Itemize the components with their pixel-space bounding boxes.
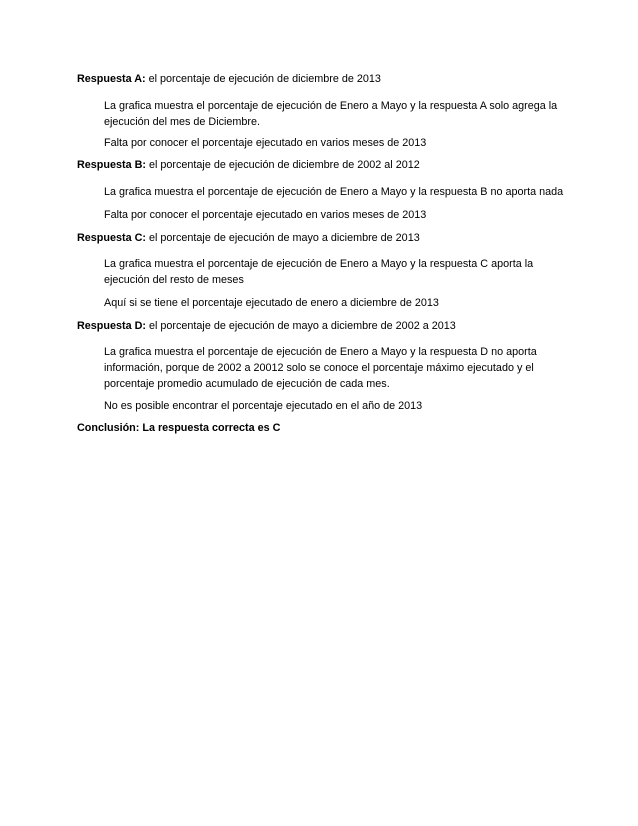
answer-a-paragraph-1-line-1: La grafica muestra el porcentaje de ejecución de Enero a Mayo y la respuesta A solo agrega la xyxy=(104,100,558,112)
answer-a-paragraph-2: Falta por conocer el porcentaje ejecutado en varios meses de 2013 xyxy=(104,137,427,149)
answer-d-paragraph-1-line-3: porcentaje promedio acumulado de ejecución de cada mes. xyxy=(104,378,390,390)
answer-a-heading xyxy=(77,73,381,86)
answer-b-text: el porcentaje de ejecución de diciembre de 2002 al 2012 xyxy=(149,159,420,171)
answer-d-paragraph-1-line-2: información, porque de 2002 a 20012 solo se conoce el porcentaje máximo ejecutado y el xyxy=(104,362,534,374)
answer-c-paragraph-1-line-2: ejecución del resto de meses xyxy=(104,274,244,286)
answer-a-text: el porcentaje de ejecución de diciembre de 2013 xyxy=(148,73,381,85)
answer-b-heading xyxy=(77,159,420,172)
answer-c-label: Respuesta C: xyxy=(77,232,146,244)
answer-b-label: Respuesta B: xyxy=(77,159,146,171)
answer-c-heading xyxy=(77,232,420,245)
answer-d-paragraph-1-line-1: La grafica muestra el porcentaje de ejecución de Enero a Mayo y la respuesta D no aporta xyxy=(104,346,537,358)
answer-b-paragraph-2: Falta por conocer el porcentaje ejecutado en varios meses de 2013 xyxy=(104,209,427,221)
answer-b-paragraph-1: La grafica muestra el porcentaje de ejecución de Enero a Mayo y la respuesta B no aporta nada xyxy=(104,186,564,198)
answer-c-paragraph-2: Aquí si se tiene el porcentaje ejecutado de enero a diciembre de 2013 xyxy=(104,297,439,309)
answer-d-label: Respuesta D: xyxy=(77,320,146,332)
answer-d-heading xyxy=(77,320,456,333)
answer-a-label: Respuesta A: xyxy=(77,73,146,85)
answer-c-paragraph-1-line-1: La grafica muestra el porcentaje de ejecución de Enero a Mayo y la respuesta C aporta la xyxy=(104,258,534,270)
answer-a-paragraph-1-line-2: ejecución del mes de Diciembre. xyxy=(104,116,261,128)
answer-c-text: el porcentaje de ejecución de mayo a diciembre de 2013 xyxy=(149,232,420,244)
conclusion: Conclusión: La respuesta correcta es C xyxy=(77,422,281,434)
answer-d-paragraph-2: No es posible encontrar el porcentaje ejecutado en el año de 2013 xyxy=(104,400,423,412)
answer-d-text: el porcentaje de ejecución de mayo a diciembre de 2002 a 2013 xyxy=(149,320,456,332)
